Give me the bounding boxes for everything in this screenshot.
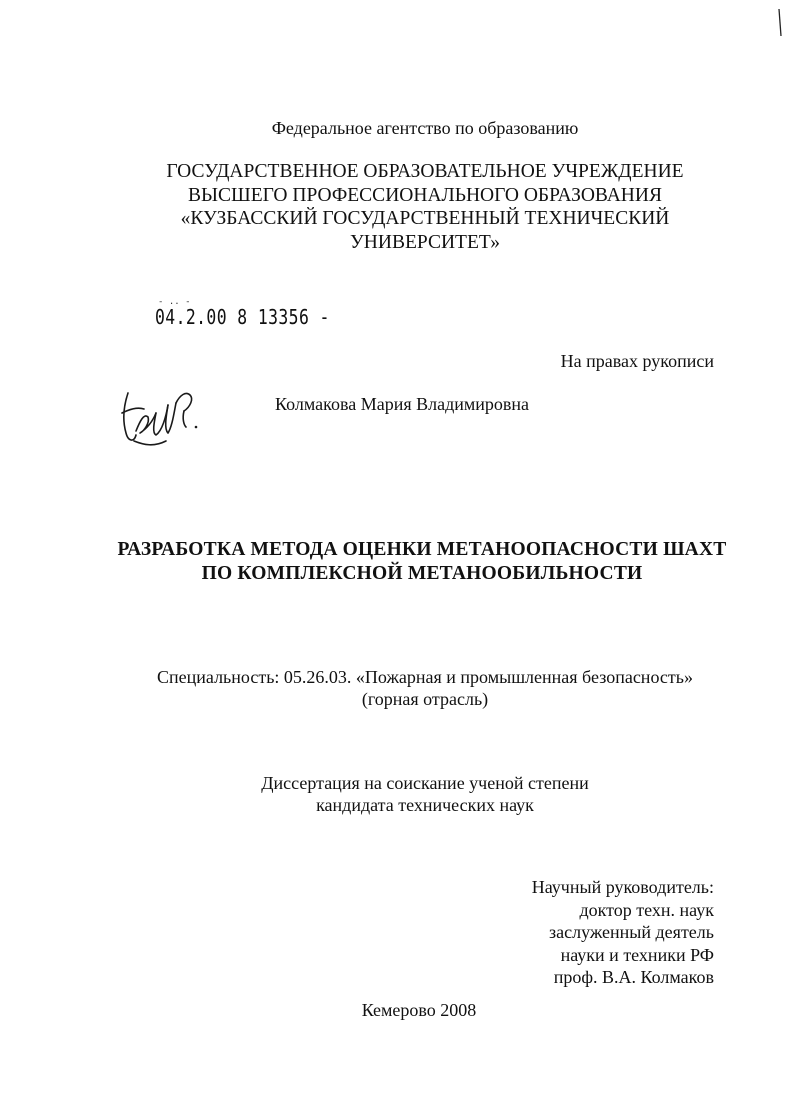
specialty bbox=[28, 666, 794, 710]
title-line: РАЗРАБОТКА МЕТОДА ОЦЕНКИ МЕТАНООПАСНОСТИ ШАХТ bbox=[117, 539, 727, 560]
institution-line: ВЫСШЕГО ПРОФЕССИОНАЛЬНОГО ОБРАЗОВАНИЯ bbox=[188, 184, 662, 206]
registration-number: 04.2.00 8 13356 - bbox=[155, 305, 330, 329]
author-name: Колмакова Мария Владимировна bbox=[275, 394, 530, 414]
registration-marks: - .. - bbox=[158, 297, 191, 307]
advisor-honor: науки и техники РФ bbox=[560, 944, 714, 965]
specialty-branch: (горная отрасль) bbox=[361, 689, 489, 709]
title-line: ПО КОМПЛЕКСНОЙ МЕТАНООБИЛЬНОСТИ bbox=[201, 563, 643, 584]
manuscript-note: На правах рукописи bbox=[560, 351, 714, 371]
advisor-degree: доктор техн. наук bbox=[579, 899, 714, 920]
scientific-advisor bbox=[532, 876, 714, 989]
advisor-honor: заслуженный деятель bbox=[549, 922, 714, 942]
dissertation-degree bbox=[28, 772, 794, 816]
institution-line: ГОСУДАРСТВЕННОЕ ОБРАЗОВАТЕЛЬНОЕ УЧРЕЖДЕНИЕ bbox=[166, 161, 684, 182]
institution-line: «КУЗБАССКИЙ ГОСУДАРСТВЕННЫЙ ТЕХНИЧЕСКИЙ bbox=[180, 208, 670, 229]
degree-line: кандидата технических наук bbox=[316, 795, 534, 815]
institution-name bbox=[28, 160, 794, 254]
author-signature bbox=[114, 383, 206, 455]
pen-mark-icon bbox=[778, 8, 784, 38]
degree-line: Диссертация на соискание ученой степени bbox=[261, 773, 589, 793]
dissertation-title bbox=[25, 538, 794, 586]
advisor-name: проф. В.А. Колмаков bbox=[553, 967, 714, 987]
institution-line: УНИВЕРСИТЕТ» bbox=[349, 231, 501, 253]
specialty-line: Специальность: 05.26.03. «Пожарная и промышленная безопасность» bbox=[157, 667, 693, 687]
agency-name: Федеральное агентство по образованию bbox=[271, 118, 579, 138]
advisor-label: Научный руководитель: bbox=[531, 877, 714, 897]
city-year: Кемерово 2008 bbox=[361, 1000, 477, 1020]
